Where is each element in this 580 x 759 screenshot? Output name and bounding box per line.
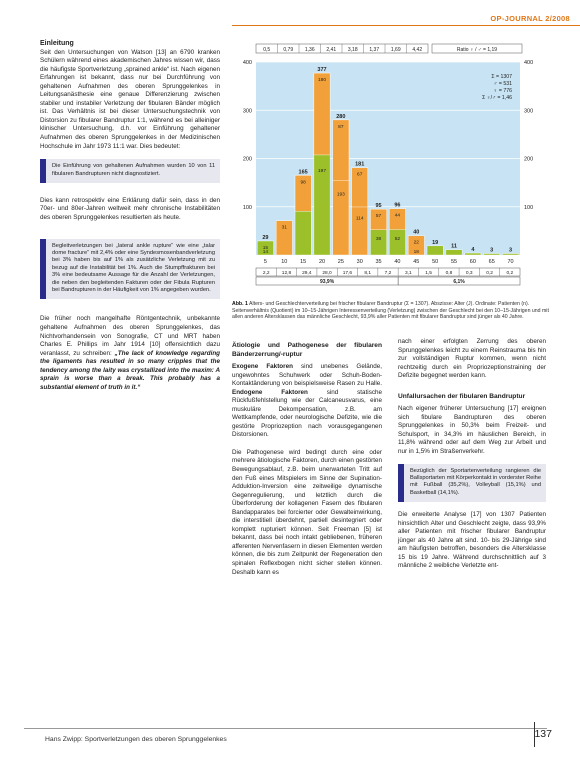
age-distribution-chart bbox=[232, 40, 544, 300]
bar-inner-label: 180 bbox=[317, 78, 327, 84]
quote: „The lack of knowledge regarding the ligaments has resulted in so many cripples that the tendency among the laity was crystallized into the maxim: A sprain is worse than a break. This probably has a substantial element of truth in it.“ bbox=[40, 349, 221, 391]
bar-inner-label: 52 bbox=[394, 236, 401, 242]
section-heading: Ätiologie und Pathogenese der fibularen Bänderzerrung/-ruptur bbox=[232, 342, 382, 358]
y-tick-label-left: 400 bbox=[242, 60, 252, 66]
bar-inner-label: 87 bbox=[338, 124, 344, 130]
bar-inner-label: 67 bbox=[357, 172, 363, 178]
paragraph: Nach eigener früherer Untersuchung [17] ereignen sich fibulare Bandrupturen des oberen Sprunggelenkes in 50,3% beim Freizeit- und Schulsport, in 34,3% im häuslichen Bereich, in 11,8% während oder auf dem Weg zur Arbeit und nur in 1,5% im Straßenverkehr. bbox=[398, 405, 546, 455]
bar-value-label: 29 bbox=[262, 235, 269, 242]
bar-value-label: 3 bbox=[509, 247, 513, 254]
paragraph-text: Die früher noch mangelhafte Röntgentechnik, unbekannte gehaltene Aufnahmen des oberen Sprunggelenkes, das Nichtvorhandensein von Sonografie, CT und MRT haben Charles E. Phillips im Jahr 1914 [10] offensichtlich dazu veranlasst, zu schreiben: bbox=[40, 315, 220, 357]
bar-inner-label: 114 bbox=[355, 216, 364, 222]
paragraph: nach einer erfolgten Zerrung des oberen Sprunggelenkes leicht zu einem Reinstrauma bis hin zur vollständigen Ruptur kommen, wenn nicht rechtzeitig durch ein Propriozeptionstraining der Defizite begegnet werden kann. bbox=[398, 338, 546, 380]
legend-entry: ♀ = 776 bbox=[493, 88, 512, 94]
y-tick-label-left: 300 bbox=[242, 108, 252, 115]
percent-value: 0,2 bbox=[486, 271, 493, 276]
y-tick-label-left: 100 bbox=[242, 204, 252, 211]
bar-value-label: 280 bbox=[336, 113, 346, 120]
percent-value: 28,0 bbox=[322, 271, 332, 276]
percent-value: 12,8 bbox=[281, 271, 292, 276]
x-tick-label: 25 bbox=[337, 259, 344, 265]
bar-inner-label: 18 bbox=[413, 250, 419, 255]
percent-value: 17,6 bbox=[342, 271, 353, 276]
bar-inner-label: 44 bbox=[394, 213, 401, 219]
journal-title: OP-JOURNAL 2/2008 bbox=[490, 14, 570, 23]
ratio-header-value: 3,18 bbox=[347, 47, 358, 53]
x-tick-label: 60 bbox=[469, 259, 476, 265]
term: Exogene Faktoren bbox=[232, 363, 293, 370]
percent-value: 29,4 bbox=[302, 271, 312, 276]
paragraph-text: sind statische Rückfußfehlstellung wie der Calcaneusvarus, eine muskuläre Dekompensation, z.B. am Wettkampfende, oder neurologische Defizite, wie die gestörte Propriozeption nach vorausgegangenen Distorsionen. bbox=[232, 388, 382, 439]
header-rule bbox=[232, 25, 580, 26]
percent-total-label: 6,1% bbox=[453, 279, 465, 285]
bar-inner-label: 98 bbox=[300, 180, 306, 186]
bar-value-label: 377 bbox=[317, 67, 327, 74]
bar-inner-label: 22 bbox=[413, 240, 419, 246]
percent-value: 0,2 bbox=[506, 271, 514, 276]
y-tick-label-right: 400 bbox=[524, 60, 534, 66]
x-tick-label: 15 bbox=[300, 259, 307, 265]
highlight-box: Bezüglich der Sportartenverteilung rangieren die Ballsportarten mit Körperkontakt in vorderster Reihe mit Fußball (35,2%), Volleyball (15,1%) und Basketball (14,1%). bbox=[398, 464, 546, 503]
page-number: 137 bbox=[534, 728, 552, 740]
percent-value: 2,2 bbox=[262, 271, 270, 276]
term: Endogene Faktoren bbox=[232, 388, 308, 396]
y-tick-label-right: 100 bbox=[524, 204, 534, 211]
bar-inner-label: 193 bbox=[336, 192, 345, 198]
figure-caption bbox=[232, 301, 554, 321]
percent-value: 3,1 bbox=[404, 271, 412, 276]
x-tick-label: 20 bbox=[318, 259, 326, 265]
bar-inner-label: 31 bbox=[281, 225, 287, 231]
paragraph: Die erweiterte Analyse [17] von 1307 Patienten hinsichtlich Alter und Geschlecht zeigte, dass 93,9% aller Patienten mit frischer fibularer Bandruptur jünger als 40 Jahre alt sind. 10- bis 29-Jährige sind am häufigsten betroffen, besonders die Altersklasse 15 bis 19 Jahre. Während durchschnittlich auf 3 männliche 2 weibliche Verletzte ent- bbox=[398, 511, 546, 570]
percent-value: 1,5 bbox=[425, 271, 432, 276]
ratio-header-value: 2,41 bbox=[326, 47, 337, 53]
intro-paragraph: Seit den Untersuchungen von Watson [13] an 6790 kranken Schülern während eines akademischen Jahres wissen wir, dass die häufigste Sportverletzung „sprained ankle“ ist. Nach eigenen Erfahrungen ist bekannt, dass nur bei Durchführung von gehaltenen Aufnahmen des oberen Sprunggelenkes in Leitungsanästhesie eine genaue Differenzierung zwischen stabiler und instabiler Verletzung der fibularen Bänder möglich ist. Das Verhältnis ist bei dieser Untersuchungstechnik von Distorsion zu fibularer Bandruptur 1:1, während es bei alleiniger klinischer Untersuchung, d.h. vor Einführung gehaltener Aufnahmen des oberen Sprunggelenkes in der Medizinischen Hochschule im Jahr 1973 11:1 war. Dies bedeutet: bbox=[40, 48, 220, 150]
bar-inner-label: 14 bbox=[262, 250, 269, 255]
bar bbox=[484, 254, 500, 255]
y-tick-label-left: 200 bbox=[242, 156, 252, 163]
x-tick-label: 65 bbox=[488, 259, 495, 265]
paragraph: Die Pathogenese wird bedingt durch eine oder mehrere ätiologische Faktoren, durch einen gestörten Bewegungsablauf, z.B. beim unerwarteten Tritt auf den Fuß eines Mitspielers im Sinne der Supination-Adduktion-Inversion eine zeitweilige dynamische Gegenregulierung, und letztlich durch die Überforderung der kollagenen Fasern des fibularen Bandapparates bei forcierter oder Gewalteinwirkung, die interstitiell überdehnt, partiell desintegriert oder komplett rupturiert können. Seit Freeman [5] ist bekannt, dass bei noch intakt gebliebenen, früheren afferenten Nervenfasern in diesen Elementen werden können, die bis zum Zeitpunkt der Regeneration den spinalen Reflexbogen nicht sicher stellen können. Deshalb kann es bbox=[232, 448, 382, 576]
bar-value-label: 40 bbox=[413, 229, 420, 236]
bar-segment bbox=[370, 209, 386, 230]
bar bbox=[502, 254, 518, 255]
ratio-header-value: 0,79 bbox=[283, 47, 294, 53]
bar-value-label: 4 bbox=[471, 247, 475, 254]
x-tick-label: 35 bbox=[375, 259, 382, 265]
x-tick-label: 45 bbox=[413, 259, 420, 265]
x-tick-label: 5 bbox=[263, 259, 267, 265]
left-column bbox=[40, 40, 220, 392]
bar-value-label: 19 bbox=[432, 239, 439, 246]
x-tick-label: 50 bbox=[432, 259, 439, 265]
percent-value: 0,3 bbox=[465, 271, 473, 276]
bar-value-label: 96 bbox=[394, 202, 401, 209]
y-tick-label-right: 200 bbox=[524, 156, 534, 163]
right-column bbox=[398, 338, 546, 571]
ratio-header-value: 0,5 bbox=[263, 47, 271, 53]
y-tick-label-right: 300 bbox=[524, 108, 534, 115]
bar-value-label: 181 bbox=[355, 161, 365, 168]
bar-inner-label: 197 bbox=[317, 169, 327, 175]
footer-text: Hans Zwipp: Sportverletzungen des oberen Sprunggelenkes bbox=[45, 736, 227, 743]
bar-segment bbox=[389, 209, 405, 230]
legend-entry: Σ = 1307 bbox=[491, 74, 512, 80]
percent-value: 7,2 bbox=[384, 271, 392, 276]
bar-value-label: 95 bbox=[375, 203, 382, 210]
highlight-box: Die Einführung von gehaltenen Aufnahmen wurden 10 von 11 fibularen Bandrupturen nicht diagnostiziert. bbox=[40, 159, 220, 183]
paragraph-text: sind unebenes Gelände, ungewohntes Schuhwerk oder Schuh-Boden-Kontaktänderung von beispielsweise Rasen zu Halle. bbox=[232, 363, 382, 388]
paragraph bbox=[40, 315, 220, 392]
bar bbox=[446, 250, 462, 255]
ratio-header-value: 1,36 bbox=[304, 47, 315, 53]
caption-label: Abb. 1 bbox=[232, 301, 248, 307]
paragraph: Dies kann retrospektiv eine Erklärung dafür sein, dass in den 70er- und 80er-Jahren weltweit mehr chronische Instabilitäten des oberen Sprunggelenkes resultierten als heute. bbox=[40, 196, 220, 222]
bar-value-label: 11 bbox=[451, 243, 457, 250]
bar-value-label: 3 bbox=[490, 247, 494, 254]
percent-value: 8,1 bbox=[364, 271, 372, 276]
legend-entry: Σ ♀/♂ = 1,46 bbox=[482, 95, 512, 101]
section-heading: Einleitung bbox=[40, 40, 74, 47]
ratio-header-value: 1,69 bbox=[390, 47, 401, 53]
bar-inner-label: 57 bbox=[375, 214, 382, 220]
highlight-box: Begleitverletzungen bei „lateral ankle rupture“ wie eine „talar dome fracture“ mit 2,4% oder eine Syndesmosenbandverletzung bei 3% haben bis auf 1% als zusätzliche Verletzung mit zu bezug auf die Instabilität bei 1%. Auch die Stumpffrakturen bei 3% eine bedeutsame Aussage für die Anzahl der Verletzungen, die neben den begleitenden Fakturen oder der Fibula Rupturen bei Bandrupturen in der Häufigkeit von 1% angegeben wurden. bbox=[40, 239, 220, 300]
bar-inner-label: 15 bbox=[262, 246, 269, 252]
x-tick-label: 10 bbox=[281, 259, 288, 265]
paragraph bbox=[232, 363, 382, 440]
ratio-header-value: 1,37 bbox=[369, 47, 380, 53]
bar-inner-label: 38 bbox=[375, 237, 382, 243]
bar-value-label: 165 bbox=[298, 169, 308, 176]
percent-value: 0,8 bbox=[445, 271, 453, 276]
x-tick-label: 40 bbox=[394, 259, 401, 265]
bar-segment bbox=[314, 73, 330, 155]
legend-entry: ♂ = 531 bbox=[493, 81, 512, 87]
middle-column bbox=[232, 342, 382, 577]
x-tick-label: 55 bbox=[450, 259, 458, 265]
ratio-header-value: 4,42 bbox=[412, 47, 423, 53]
caption-text: Alters- und Geschlechterverteilung bei frischer fibularer Bandruptur (Σ = 1307). Abszisse: Alter (J). Ordinate: Patienten (n). Seitenverhältnis (Quotient) im 10–15-Jährigen Interessenverteilung (Verletzung) zwischen der Geschlecht bei den 10–15-Jährigen und mit allen anderen Altersklassen das männliche Geschlecht, 93,9% aller Patienten mit fibularer Bandruptur sind jünger als 40 Jahre. bbox=[232, 301, 549, 321]
section-heading: Unfallursachen der fibularen Bandruptur bbox=[398, 392, 526, 400]
x-tick-label: 30 bbox=[356, 259, 363, 265]
percent-total-label: 93,9% bbox=[319, 279, 335, 285]
bar bbox=[427, 246, 443, 255]
x-tick-label: 70 bbox=[507, 259, 514, 265]
bar bbox=[465, 253, 481, 255]
ratio-total-label: Ratio ♀ / ♂ = 1,19 bbox=[456, 47, 498, 53]
footer-rule bbox=[24, 728, 547, 729]
